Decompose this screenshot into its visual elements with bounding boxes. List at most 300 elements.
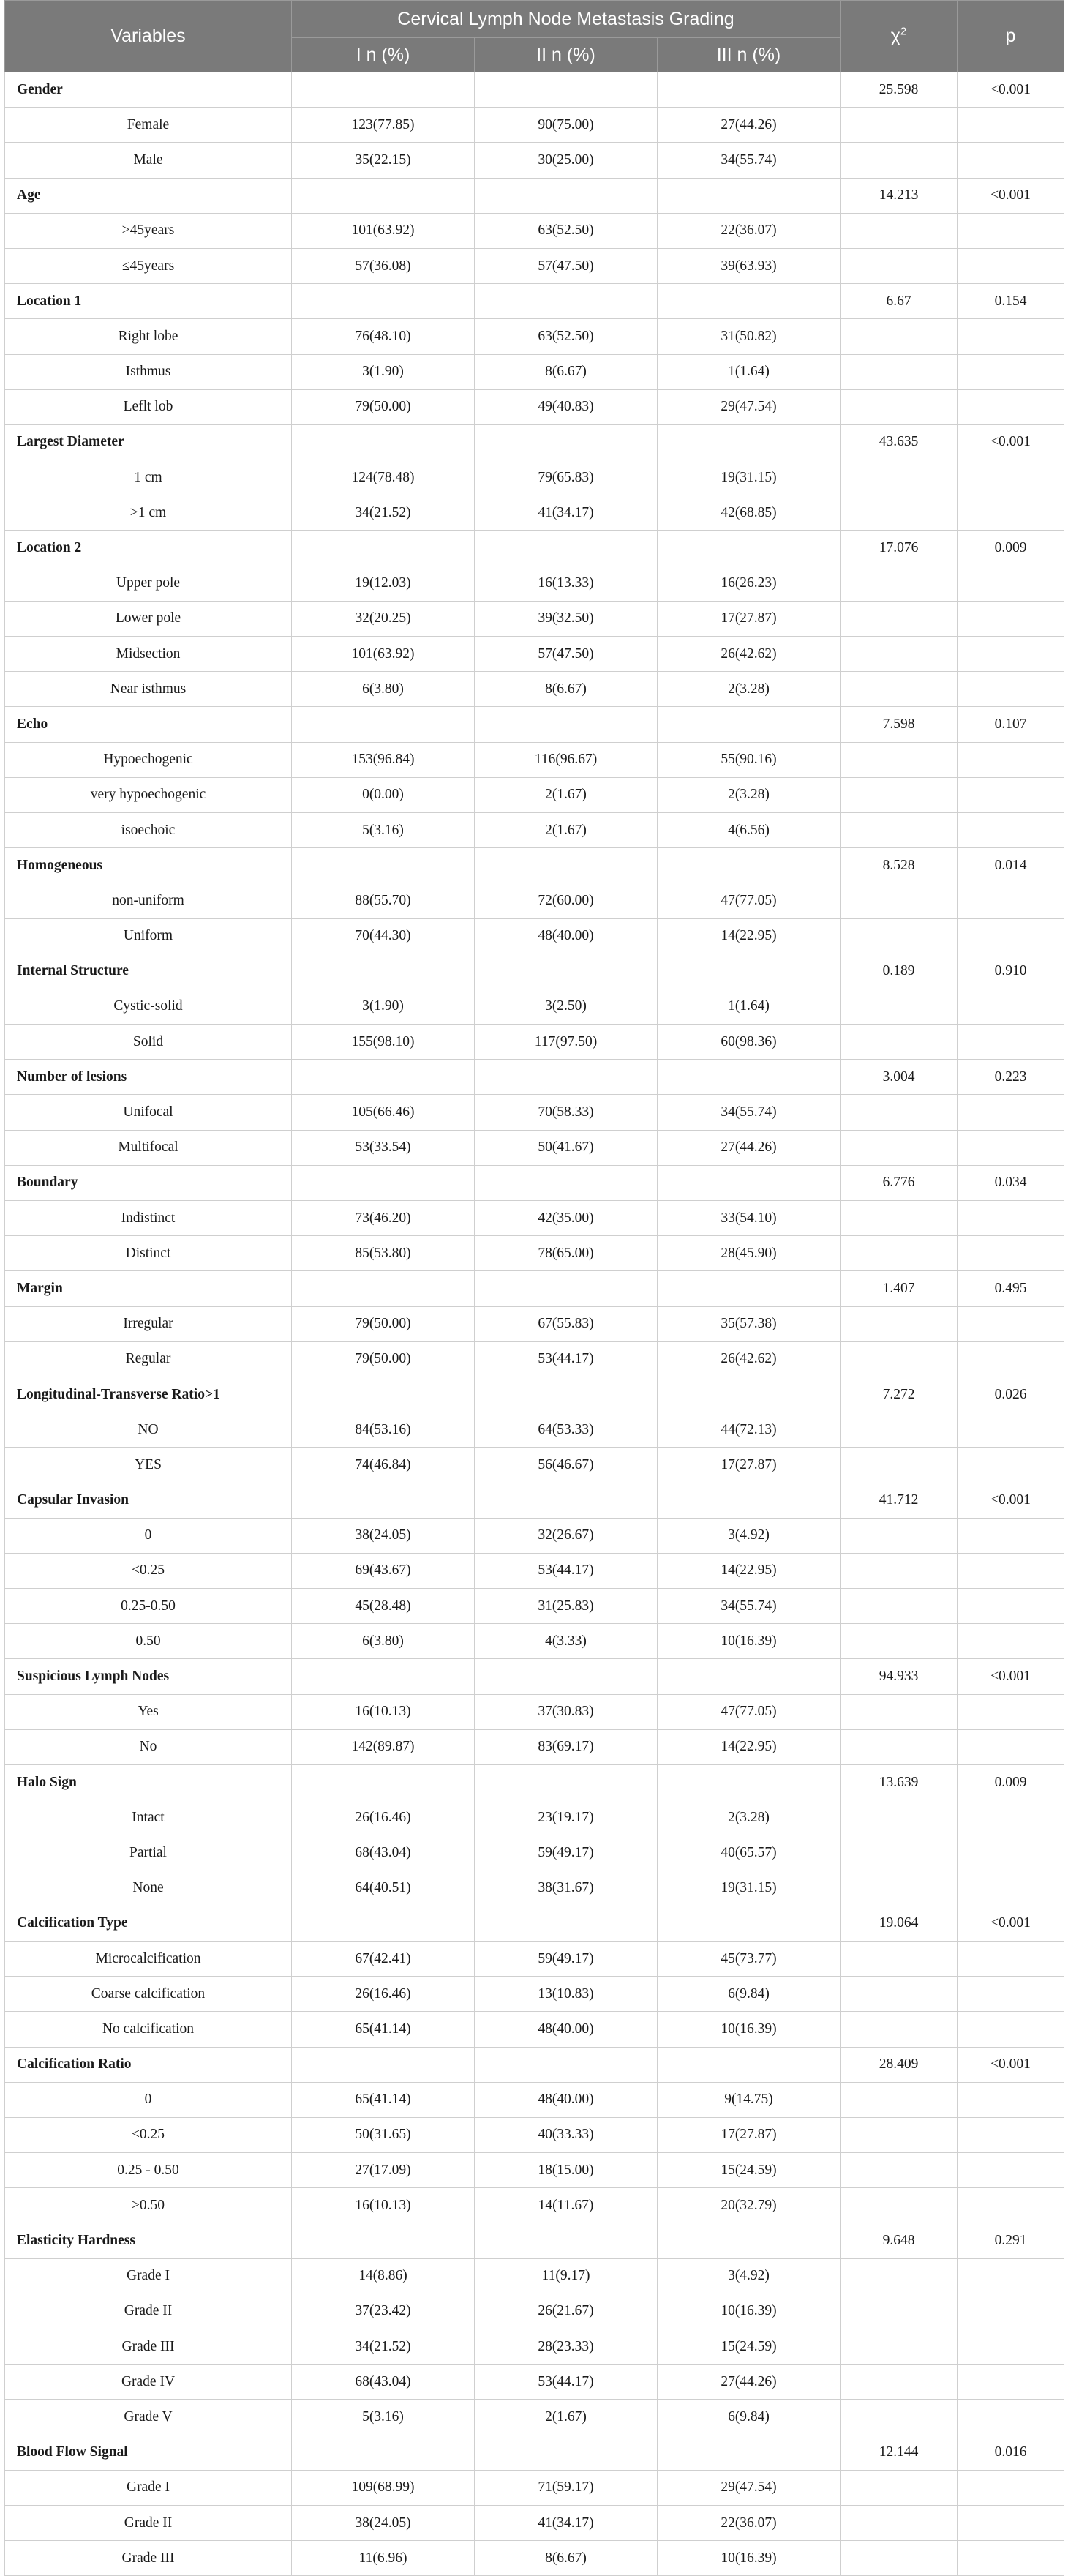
grade-3-cell: 44(72.13) [658, 1412, 841, 1448]
grade-2-cell [475, 1906, 658, 1941]
table-section-row [5, 707, 1064, 742]
variable-cell: Distinct [5, 1236, 292, 1271]
chi-square-cell [841, 495, 958, 531]
grade-1-cell [292, 72, 475, 108]
grade-3-cell [658, 284, 841, 319]
variable-cell: >45years [5, 213, 292, 248]
p-value-cell [958, 460, 1064, 495]
table-row [5, 248, 1064, 283]
p-value-cell: 0.034 [958, 1165, 1064, 1200]
variable-cell: Location 1 [5, 284, 292, 319]
variable-cell: <0.25 [5, 1553, 292, 1588]
grade-1-cell [292, 1659, 475, 1694]
p-value-cell: <0.001 [958, 1906, 1064, 1941]
p-value-cell [958, 2365, 1064, 2400]
grade-2-cell: 53(44.17) [475, 1341, 658, 1377]
grade-2-cell: 38(31.67) [475, 1871, 658, 1906]
grade-1-cell [292, 1165, 475, 1200]
p-value-cell [958, 248, 1064, 283]
table-section-row [5, 1659, 1064, 1694]
chi-square-cell [841, 2470, 958, 2505]
grade-3-cell: 1(1.64) [658, 989, 841, 1024]
chi-square-cell: 43.635 [841, 424, 958, 460]
grade-1-cell [292, 954, 475, 989]
grade-1-cell: 14(8.86) [292, 2258, 475, 2294]
header-grade-3: III n (%) [658, 38, 841, 72]
grade-1-cell: 65(41.14) [292, 2082, 475, 2117]
grade-1-cell: 101(63.92) [292, 637, 475, 672]
grade-3-cell: 60(98.36) [658, 1025, 841, 1060]
table-row [5, 354, 1064, 389]
grade-1-cell [292, 178, 475, 213]
grade-1-cell [292, 1483, 475, 1518]
chi-square-cell: 7.598 [841, 707, 958, 742]
table-row [5, 460, 1064, 495]
grade-3-cell: 6(9.84) [658, 1977, 841, 2012]
table-row [5, 495, 1064, 531]
chi-square-cell [841, 2400, 958, 2435]
grade-3-cell: 29(47.54) [658, 2470, 841, 2505]
grade-2-cell: 32(26.67) [475, 1518, 658, 1553]
grade-3-cell: 26(42.62) [658, 1341, 841, 1377]
table-section-row [5, 72, 1064, 108]
chi-square-cell [841, 1800, 958, 1835]
variable-cell: non-uniform [5, 883, 292, 918]
variable-cell: Echo [5, 707, 292, 742]
grade-1-cell: 38(24.05) [292, 1518, 475, 1553]
table-section-row [5, 2047, 1064, 2082]
grade-1-cell [292, 1271, 475, 1306]
grade-3-cell: 3(4.92) [658, 2258, 841, 2294]
chi-symbol: χ [890, 26, 900, 46]
grade-1-cell: 16(10.13) [292, 1694, 475, 1729]
grade-2-cell: 13(10.83) [475, 1977, 658, 2012]
variable-cell: <0.25 [5, 2117, 292, 2152]
chi-square-cell [841, 1306, 958, 1341]
grade-3-cell [658, 178, 841, 213]
grade-1-cell: 79(50.00) [292, 1306, 475, 1341]
p-value-cell [958, 1518, 1064, 1553]
grade-1-cell: 57(36.08) [292, 248, 475, 283]
grade-1-cell: 69(43.67) [292, 1553, 475, 1588]
grade-2-cell [475, 1060, 658, 1095]
p-value-cell [958, 1412, 1064, 1448]
variable-cell: Largest Diameter [5, 424, 292, 460]
p-value-cell [958, 1201, 1064, 1236]
grade-3-cell: 29(47.54) [658, 389, 841, 424]
variable-cell: None [5, 1871, 292, 1906]
grade-2-cell: 37(30.83) [475, 1694, 658, 1729]
p-value-cell [958, 2012, 1064, 2047]
grade-1-cell [292, 2435, 475, 2470]
grade-1-cell: 26(16.46) [292, 1977, 475, 2012]
variable-cell: Capsular Invasion [5, 1483, 292, 1518]
grade-1-cell: 53(33.54) [292, 1130, 475, 1165]
variable-cell: Calcification Ratio [5, 2047, 292, 2082]
variable-cell: Male [5, 143, 292, 178]
chi-square-cell [841, 2012, 958, 2047]
chi-square-cell [841, 2117, 958, 2152]
table-row [5, 1448, 1064, 1483]
variable-cell: Lower pole [5, 601, 292, 636]
table-row [5, 601, 1064, 636]
grade-3-cell: 4(6.56) [658, 812, 841, 847]
p-value-cell [958, 319, 1064, 354]
chi-square-cell [841, 1941, 958, 1976]
grade-1-cell: 88(55.70) [292, 883, 475, 918]
table-row [5, 1201, 1064, 1236]
chi-square-cell [841, 812, 958, 847]
table-section-row [5, 178, 1064, 213]
grade-1-cell: 0(0.00) [292, 777, 475, 812]
grade-1-cell: 34(21.52) [292, 2329, 475, 2365]
variable-cell: Internal Structure [5, 954, 292, 989]
grade-2-cell: 70(58.33) [475, 1095, 658, 1130]
variable-cell: Leflt lob [5, 389, 292, 424]
grade-1-cell: 38(24.05) [292, 2505, 475, 2540]
grade-3-cell [658, 424, 841, 460]
chi-square-cell [841, 777, 958, 812]
grade-1-cell: 16(10.13) [292, 2188, 475, 2223]
grade-1-cell: 3(1.90) [292, 354, 475, 389]
grade-1-cell: 73(46.20) [292, 1201, 475, 1236]
grade-3-cell: 47(77.05) [658, 883, 841, 918]
table-section-row [5, 531, 1064, 566]
p-value-cell: <0.001 [958, 1659, 1064, 1694]
p-value-cell: 0.495 [958, 1271, 1064, 1306]
chi-square-cell [841, 2294, 958, 2329]
chi-square-cell: 9.648 [841, 2223, 958, 2258]
grade-2-cell: 18(15.00) [475, 2153, 658, 2188]
p-value-cell [958, 1341, 1064, 1377]
variable-cell: Partial [5, 1835, 292, 1871]
chi-square-cell [841, 637, 958, 672]
p-value-cell [958, 1236, 1064, 1271]
grade-3-cell: 20(32.79) [658, 2188, 841, 2223]
grade-2-cell: 4(3.33) [475, 1624, 658, 1659]
table-row [5, 2153, 1064, 2188]
p-value-cell [958, 601, 1064, 636]
variable-cell: Solid [5, 1025, 292, 1060]
chi-square-cell [841, 2153, 958, 2188]
variable-cell: very hypoechogenic [5, 777, 292, 812]
table-row [5, 989, 1064, 1024]
grade-3-cell [658, 707, 841, 742]
grade-2-cell: 23(19.17) [475, 1800, 658, 1835]
table-header [5, 1, 1064, 72]
grade-2-cell: 116(96.67) [475, 742, 658, 777]
grade-3-cell [658, 1271, 841, 1306]
grade-2-cell: 78(65.00) [475, 1236, 658, 1271]
p-value-cell [958, 1624, 1064, 1659]
p-value-cell: 0.154 [958, 284, 1064, 319]
grade-2-cell: 49(40.83) [475, 389, 658, 424]
grade-2-cell: 2(1.67) [475, 812, 658, 847]
variable-cell: 0.25-0.50 [5, 1589, 292, 1624]
grade-1-cell [292, 1060, 475, 1095]
table-row [5, 777, 1064, 812]
variable-cell: Number of lesions [5, 1060, 292, 1095]
grade-3-cell: 2(3.28) [658, 672, 841, 707]
p-value-cell: 0.107 [958, 707, 1064, 742]
p-value-cell [958, 495, 1064, 531]
grade-1-cell: 50(31.65) [292, 2117, 475, 2152]
chi-superscript: 2 [900, 25, 907, 38]
grade-1-cell: 76(48.10) [292, 319, 475, 354]
grade-3-cell: 14(22.95) [658, 1729, 841, 1764]
p-value-cell [958, 566, 1064, 601]
grade-1-cell [292, 424, 475, 460]
p-value-cell: <0.001 [958, 2047, 1064, 2082]
chi-square-cell [841, 1025, 958, 1060]
grade-3-cell: 47(77.05) [658, 1694, 841, 1729]
table-row [5, 1835, 1064, 1871]
grade-3-cell [658, 1659, 841, 1694]
variable-cell: 0.50 [5, 1624, 292, 1659]
chi-square-cell [841, 460, 958, 495]
variable-cell: Grade III [5, 2541, 292, 2576]
grade-2-cell: 63(52.50) [475, 213, 658, 248]
chi-square-cell: 3.004 [841, 1060, 958, 1095]
chi-square-cell: 19.064 [841, 1906, 958, 1941]
table-row [5, 812, 1064, 847]
table-row [5, 2505, 1064, 2540]
variable-cell: Upper pole [5, 566, 292, 601]
grade-2-cell: 16(13.33) [475, 566, 658, 601]
grade-3-cell: 27(44.26) [658, 1130, 841, 1165]
grade-3-cell: 1(1.64) [658, 354, 841, 389]
grade-3-cell: 27(44.26) [658, 2365, 841, 2400]
chi-square-cell [841, 1977, 958, 2012]
table-row [5, 1694, 1064, 1729]
grade-1-cell: 68(43.04) [292, 1835, 475, 1871]
grade-1-cell: 3(1.90) [292, 989, 475, 1024]
variable-cell: Hypoechogenic [5, 742, 292, 777]
grade-2-cell: 59(49.17) [475, 1835, 658, 1871]
grade-3-cell: 15(24.59) [658, 2329, 841, 2365]
variable-cell: Halo Sign [5, 1765, 292, 1800]
grade-3-cell: 10(16.39) [658, 1624, 841, 1659]
p-value-cell [958, 2082, 1064, 2117]
grade-1-cell [292, 1765, 475, 1800]
grade-3-cell: 14(22.95) [658, 918, 841, 954]
table-row [5, 143, 1064, 178]
header-grade-2: II n (%) [475, 38, 658, 72]
grade-1-cell [292, 1377, 475, 1412]
p-value-cell: 0.910 [958, 954, 1064, 989]
p-value-cell [958, 777, 1064, 812]
grade-1-cell [292, 284, 475, 319]
grade-2-cell: 30(25.00) [475, 143, 658, 178]
grade-1-cell: 67(42.41) [292, 1941, 475, 1976]
grade-3-cell [658, 2435, 841, 2470]
table-row [5, 1553, 1064, 1588]
chi-square-cell: 94.933 [841, 1659, 958, 1694]
grade-3-cell: 15(24.59) [658, 2153, 841, 2188]
table-section-row [5, 1906, 1064, 1941]
p-value-cell [958, 1800, 1064, 1835]
variable-cell: Boundary [5, 1165, 292, 1200]
table-row [5, 213, 1064, 248]
chi-square-cell [841, 1835, 958, 1871]
grade-2-cell: 48(40.00) [475, 2082, 658, 2117]
header-group-title: Cervical Lymph Node Metastasis Grading [292, 1, 841, 38]
table-row [5, 2470, 1064, 2505]
chi-square-cell: 1.407 [841, 1271, 958, 1306]
grade-3-cell: 14(22.95) [658, 1553, 841, 1588]
table-row [5, 1977, 1064, 2012]
variable-cell: Gender [5, 72, 292, 108]
grade-2-cell: 90(75.00) [475, 108, 658, 143]
grade-3-cell [658, 2223, 841, 2258]
grade-2-cell: 67(55.83) [475, 1306, 658, 1341]
grade-2-cell [475, 72, 658, 108]
table-row [5, 1025, 1064, 1060]
variable-cell: Grade III [5, 2329, 292, 2365]
grade-2-cell [475, 2047, 658, 2082]
p-value-cell: 0.223 [958, 1060, 1064, 1095]
chi-square-cell [841, 1624, 958, 1659]
variable-cell: Microcalcification [5, 1941, 292, 1976]
p-value-cell: 0.014 [958, 848, 1064, 883]
variable-cell: Right lobe [5, 319, 292, 354]
chi-square-cell: 7.272 [841, 1377, 958, 1412]
grade-2-cell: 8(6.67) [475, 354, 658, 389]
grade-2-cell [475, 2435, 658, 2470]
chi-square-cell [841, 1518, 958, 1553]
grade-2-cell: 79(65.83) [475, 460, 658, 495]
chi-square-cell [841, 1236, 958, 1271]
variable-cell: Cystic-solid [5, 989, 292, 1024]
grade-3-cell: 19(31.15) [658, 460, 841, 495]
grade-2-cell [475, 2223, 658, 2258]
table-section-row [5, 1165, 1064, 1200]
grade-1-cell: 27(17.09) [292, 2153, 475, 2188]
grade-3-cell: 55(90.16) [658, 742, 841, 777]
variable-cell: Regular [5, 1341, 292, 1377]
chi-square-cell: 17.076 [841, 531, 958, 566]
grade-3-cell [658, 848, 841, 883]
p-value-cell: 0.009 [958, 1765, 1064, 1800]
grade-1-cell: 26(16.46) [292, 1800, 475, 1835]
chi-square-cell [841, 319, 958, 354]
grade-3-cell [658, 531, 841, 566]
table-row [5, 1624, 1064, 1659]
grade-3-cell: 34(55.74) [658, 1589, 841, 1624]
grade-3-cell: 27(44.26) [658, 108, 841, 143]
p-value-cell [958, 918, 1064, 954]
grade-2-cell [475, 178, 658, 213]
variable-cell: Grade I [5, 2258, 292, 2294]
chi-square-cell: 13.639 [841, 1765, 958, 1800]
variable-cell: Grade IV [5, 2365, 292, 2400]
grade-3-cell [658, 1765, 841, 1800]
chi-square-cell: 41.712 [841, 1483, 958, 1518]
p-value-cell: <0.001 [958, 72, 1064, 108]
variable-cell: YES [5, 1448, 292, 1483]
p-value-cell [958, 1448, 1064, 1483]
grade-2-cell: 57(47.50) [475, 248, 658, 283]
grade-3-cell: 35(57.38) [658, 1306, 841, 1341]
variable-cell: isoechoic [5, 812, 292, 847]
grade-3-cell: 9(14.75) [658, 2082, 841, 2117]
table-row [5, 883, 1064, 918]
table-row [5, 1236, 1064, 1271]
p-value-cell [958, 672, 1064, 707]
table-section-row [5, 1271, 1064, 1306]
grade-2-cell: 28(23.33) [475, 2329, 658, 2365]
grade-2-cell: 117(97.50) [475, 1025, 658, 1060]
grade-1-cell: 45(28.48) [292, 1589, 475, 1624]
table-section-row [5, 424, 1064, 460]
p-value-cell [958, 637, 1064, 672]
grade-3-cell: 34(55.74) [658, 143, 841, 178]
variable-cell: Grade I [5, 2470, 292, 2505]
table-row [5, 1412, 1064, 1448]
table-section-row [5, 1377, 1064, 1412]
grade-1-cell: 155(98.10) [292, 1025, 475, 1060]
variable-cell: Yes [5, 1694, 292, 1729]
table-section-row [5, 1060, 1064, 1095]
variable-cell: 0.25 - 0.50 [5, 2153, 292, 2188]
grade-3-cell: 26(42.62) [658, 637, 841, 672]
table-row [5, 108, 1064, 143]
table-row [5, 2258, 1064, 2294]
table-section-row [5, 2223, 1064, 2258]
grade-1-cell: 84(53.16) [292, 1412, 475, 1448]
p-value-cell [958, 1589, 1064, 1624]
table-row [5, 1729, 1064, 1764]
grade-3-cell: 42(68.85) [658, 495, 841, 531]
chi-square-cell [841, 2258, 958, 2294]
grade-1-cell: 85(53.80) [292, 1236, 475, 1271]
chi-square-cell [841, 1871, 958, 1906]
grade-1-cell: 142(89.87) [292, 1729, 475, 1764]
grade-2-cell: 8(6.67) [475, 672, 658, 707]
grade-2-cell [475, 954, 658, 989]
p-value-cell [958, 2117, 1064, 2152]
p-value-cell: 0.026 [958, 1377, 1064, 1412]
grade-1-cell: 79(50.00) [292, 1341, 475, 1377]
variable-cell: Age [5, 178, 292, 213]
variable-cell: Intact [5, 1800, 292, 1835]
table-row [5, 2365, 1064, 2400]
grade-2-cell: 2(1.67) [475, 2400, 658, 2435]
variable-cell: Suspicious Lymph Nodes [5, 1659, 292, 1694]
grade-2-cell: 41(34.17) [475, 495, 658, 531]
p-value-cell [958, 2258, 1064, 2294]
chi-square-cell [841, 1201, 958, 1236]
variable-cell: Grade II [5, 2294, 292, 2329]
table-row [5, 1941, 1064, 1976]
grade-3-cell [658, 1165, 841, 1200]
p-value-cell [958, 883, 1064, 918]
chi-square-cell [841, 1553, 958, 1588]
table-row [5, 2117, 1064, 2152]
variable-cell: Calcification Type [5, 1906, 292, 1941]
grade-2-cell: 64(53.33) [475, 1412, 658, 1448]
table-row [5, 1589, 1064, 1624]
chi-square-cell: 6.776 [841, 1165, 958, 1200]
grade-3-cell [658, 1906, 841, 1941]
table-row [5, 2329, 1064, 2365]
p-value-cell: 0.009 [958, 531, 1064, 566]
grade-3-cell: 16(26.23) [658, 566, 841, 601]
grade-1-cell: 109(68.99) [292, 2470, 475, 2505]
variable-cell: Grade II [5, 2505, 292, 2540]
grade-1-cell [292, 848, 475, 883]
header-variables: Variables [5, 1, 292, 72]
